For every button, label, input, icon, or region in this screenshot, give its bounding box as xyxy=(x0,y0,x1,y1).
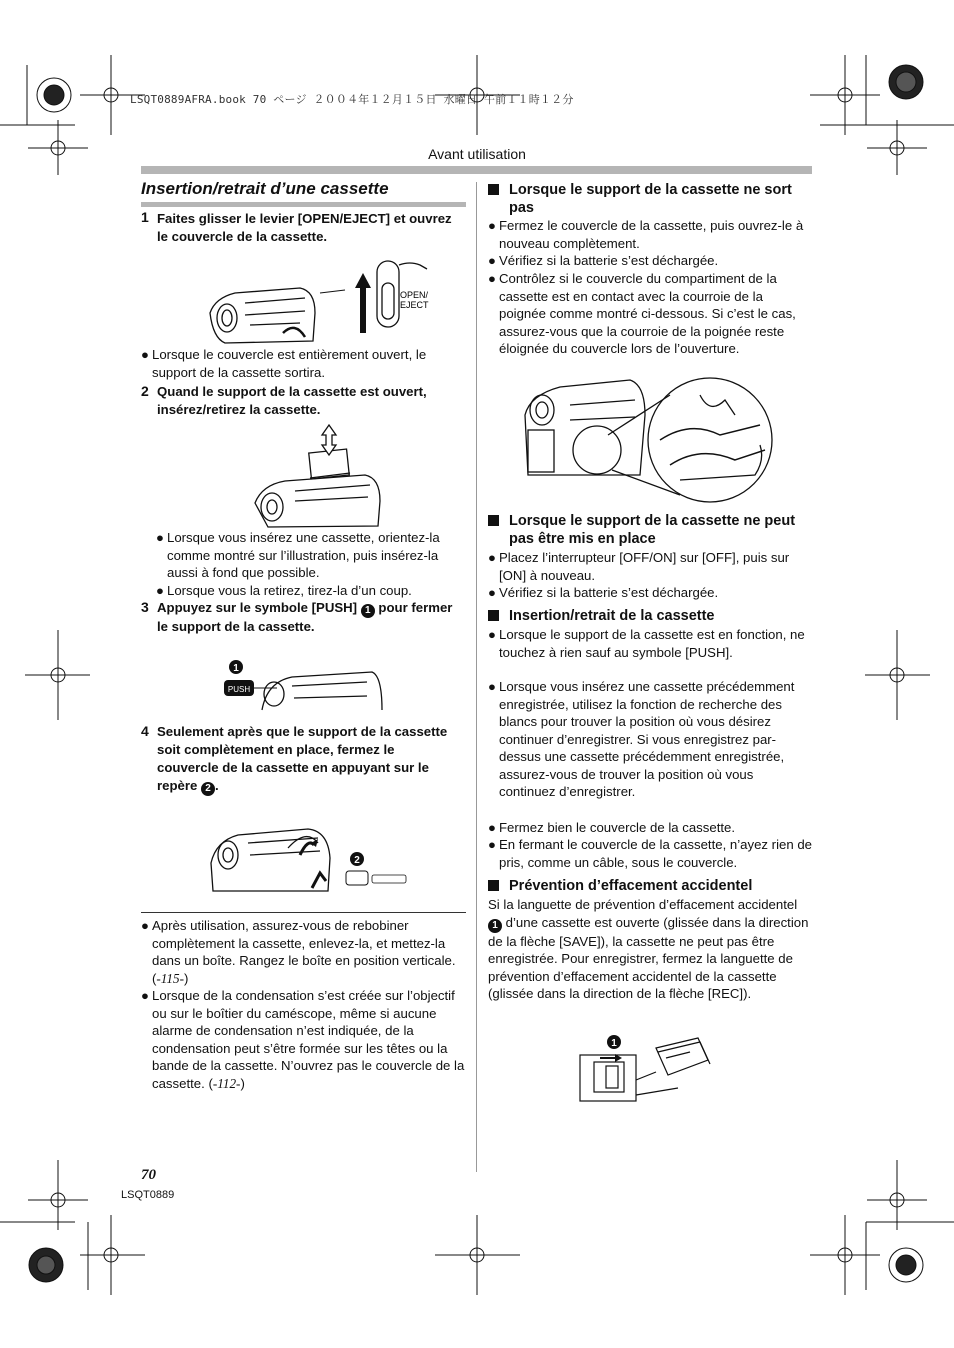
s1-bullet-1: ● Fermez le couvercle de la cassette, puis ouvrez-le à nouveau complètement. xyxy=(488,218,804,251)
close-marker-number: 2 xyxy=(354,855,360,866)
s3-bullet-4: ● En fermant le couvercle de la cassette, n’ayez rien de pris, comme un câble, sous le couvercle. xyxy=(488,837,813,870)
document-code: LSQT0889 xyxy=(121,1189,175,1201)
s1-bullet-3: ● Contrôlez si le couvercle du compartiment de la cassette est en contact avec la courroie de la poignée comme montré ci-dessous. Si c’est le cas, assurez-vous que la courroie de la poignée reste éloignée du couvercle lors de l’ouverture. xyxy=(488,271,796,356)
s2-bullet-2: ● Vérifiez si la batterie s’est déchargée. xyxy=(488,585,719,600)
bullet-remove: ● Lorsque vous la retirez, tirez-la d’un coup. xyxy=(156,583,412,598)
figure-open-eject xyxy=(205,253,445,348)
subsection-prevention-title: Prévention d’effacement accidentel xyxy=(488,877,808,895)
header-bar xyxy=(141,166,812,174)
bullet-insert-orient: ● Lorsque vous insérez une cassette, orientez-la comme montré sur l’illustration, puis insérez-la aussi à fond que possible. xyxy=(156,530,440,580)
open-eject-label-line1: OPEN/ xyxy=(400,290,429,300)
page-number: 70 xyxy=(141,1167,156,1183)
open-eject-label-line2: EJECT xyxy=(400,300,429,310)
subsection-no-place-title: Lorsque le support de la cassette ne peut pas être mis en place xyxy=(488,512,808,548)
step-3-text: Appuyez sur le symbole [PUSH] 1 pour fermer le support de la cassette. xyxy=(157,600,453,634)
subsection-no-eject-title: Lorsque le support de la cassette ne sort pas xyxy=(488,181,808,217)
marker-1: 1 xyxy=(361,604,375,618)
note-rewind: ● Après utilisation, assurez-vous de rebobiner complètement la cassette, enlevez-la, et mettez-la dans un boîte. Rangez le boîte en position verticale. (-115-) xyxy=(141,918,456,986)
tab-marker-number: 1 xyxy=(611,1038,617,1049)
s3-bullet-3: ● Fermez bien le couvercle de la cassette. xyxy=(488,820,736,835)
section-underbar xyxy=(141,202,466,207)
marker-1-inline: 1 xyxy=(488,919,502,933)
step-1-text: Faites glisser le levier [OPEN/EJECT] et ouvrez le couvercle de la cassette. xyxy=(157,211,452,244)
s1-bullet-2: ● Vérifiez si la batterie s’est déchargée. xyxy=(488,253,719,268)
running-header: Avant utilisation xyxy=(428,146,526,162)
section-title: Insertion/retrait d’une cassette xyxy=(141,179,389,198)
marker-2: 2 xyxy=(201,782,215,796)
s3-bullet-2: ● Lorsque vous insérez une cassette précédemment enregistrée, utilisez la fonction de recherche des blancs pour trouver la position où vous désirez continuer d’enregistrer. Si vous enregistrez par-dessus une cassette précédemment enregistrée, assurez-vous de trouver la position où vous continuez d’enregistrer. xyxy=(488,679,795,799)
push-marker-number: 1 xyxy=(233,663,239,674)
step-4-number: 4 xyxy=(141,723,149,739)
figure-insert-cassette xyxy=(250,423,390,528)
notes-separator xyxy=(141,912,466,913)
figure-close-cover xyxy=(208,803,438,893)
column-divider xyxy=(476,182,477,1172)
subsection-insertion-title: Insertion/retrait de la cassette xyxy=(488,607,808,625)
figure-push xyxy=(222,652,392,712)
step-2-number: 2 xyxy=(141,383,149,399)
s2-bullet-1: ● Placez l’interrupteur [OFF/ON] sur [OFF], puis sur [ON] à nouveau. xyxy=(488,550,790,583)
s3-bullet-1: ● Lorsque le support de la cassette est en fonction, ne touchez à rien sauf au symbole [PUSH]. xyxy=(488,627,805,660)
step-3-number: 3 xyxy=(141,599,149,615)
note-condensation: ● Lorsque de la condensation s’est créée sur l’objectif ou sur le boîtier du caméscope, même si aucune alarme de condensation n’est indiquée, de la condensation peut s’être formée sur les têtes ou la bande de la cassette. N’ouvrez pas le couvercle de la cassette. (-112-) xyxy=(141,988,465,1091)
step-2-text: Quand le support de la cassette est ouvert, insérez/retirez la cassette. xyxy=(157,384,427,417)
print-header: LSQT0889AFRA.book 70 ページ ２００４年１２月１５日 水曜日 午前１１時１２分 xyxy=(130,93,574,106)
figure-grip-belt xyxy=(520,375,780,505)
step-1-number: 1 xyxy=(141,209,149,225)
prevention-paragraph: Si la languette de prévention d’effacement accidentel 1 d’une cassette est ouverte (glissée dans la direction de la flèche [SAVE]), la cassette ne peut pas être enregistrée. Pour enregistrer, fermez la languette de prévention d’effacement accidentel de la cassette (glissée dans la direction de la flèche [REC]). xyxy=(488,897,809,1001)
push-label: PUSH xyxy=(227,685,251,694)
figure-cassette-tab xyxy=(578,1030,718,1105)
bullet-cover-open: ● Lorsque le couvercle est entièrement ouvert, le support de la cassette sortira. xyxy=(141,347,427,380)
step-4-text: Seulement après que le support de la cassette soit complètement en place, fermez le couvercle de la cassette en appuyant sur le repère 2 . xyxy=(157,724,448,794)
